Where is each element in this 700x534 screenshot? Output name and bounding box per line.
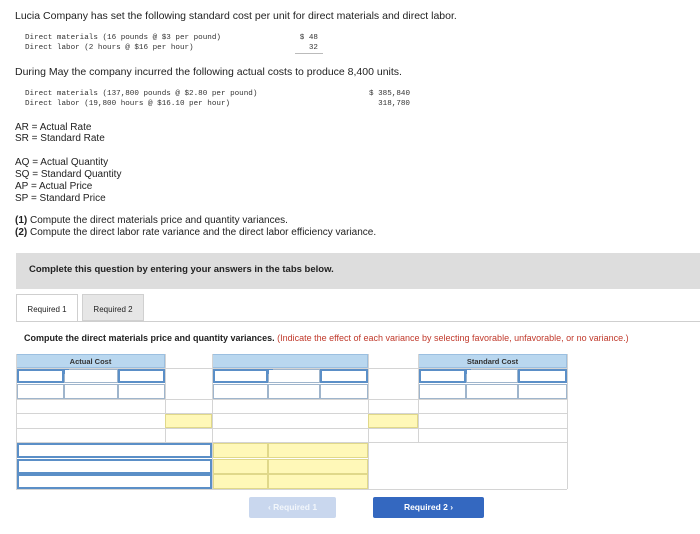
total-variance-label-select[interactable] [17, 474, 212, 489]
grid-line [16, 489, 567, 490]
middle-header-bar [212, 354, 368, 368]
instruction-main: Compute the direct materials price and quantity variances. [24, 333, 275, 343]
middle-total-input[interactable] [213, 384, 268, 399]
middle-total-input[interactable] [268, 384, 320, 399]
during-text: During May the company incurred the following actual costs to produce 8,400 units. [15, 66, 402, 78]
standard-total-input[interactable] [419, 384, 466, 399]
banner-text: Complete this question by entering your answers in the tabs below. [29, 264, 334, 275]
actual-op-select[interactable] [64, 369, 118, 383]
question-1-text: Compute the direct materials price and quantity variances. [27, 215, 288, 226]
standard-sq-input[interactable] [419, 369, 466, 383]
prev-button-label: ‹ Required 1 [267, 502, 318, 512]
standard-total-input[interactable] [518, 384, 567, 399]
actual-total-input[interactable] [118, 384, 165, 399]
def-ap: AP = Actual Price [15, 181, 93, 192]
middle-aq-input[interactable] [213, 369, 268, 383]
middle-sp-input[interactable] [320, 369, 368, 383]
actual-total-input[interactable] [17, 384, 64, 399]
dropdown-corner-icon [268, 369, 273, 374]
standard-total-rule [295, 53, 323, 54]
dropdown-corner-icon [320, 369, 325, 374]
def-aq: AQ = Actual Quantity [15, 157, 109, 168]
price-variance-effect-select[interactable] [268, 443, 368, 458]
instructions-banner [16, 253, 700, 289]
quantity-variance-amount-input[interactable] [213, 459, 268, 474]
standard-op-select[interactable] [466, 369, 518, 383]
intro-text: Lucia Company has set the following standard cost per unit for direct materials and direct labor. [15, 10, 457, 22]
price-variance-amount-input[interactable] [213, 443, 268, 458]
prev-required-1-button[interactable] [249, 497, 336, 518]
price-variance-input[interactable] [165, 414, 212, 428]
actual-ap-input[interactable] [118, 369, 165, 383]
grid-line [16, 399, 567, 400]
actual-cost-header: Actual Cost [69, 357, 112, 366]
instruction-note: (Indicate the effect of each variance by selecting favorable, unfavorable, or no variance.) [277, 333, 629, 343]
total-variance-effect-select[interactable] [268, 474, 368, 489]
quantity-variance-input[interactable] [368, 414, 418, 428]
actual-total-input[interactable] [64, 384, 118, 399]
standard-dm-label: Direct materials (16 pounds @ $3 per pound) [25, 34, 221, 42]
actual-dl-value: 318,780 [378, 100, 410, 108]
middle-op-select[interactable] [268, 369, 320, 383]
grid-line [567, 354, 568, 489]
actual-dm-label: Direct materials (137,800 pounds @ $2.80 per pound) [25, 90, 258, 98]
quantity-variance-label-select[interactable] [17, 459, 212, 474]
question-2 [15, 227, 376, 238]
question-2-text: Compute the direct labor rate variance and the direct labor efficiency variance. [27, 227, 377, 238]
actual-dl-label: Direct labor (19,800 hours @ $16.10 per hour) [25, 100, 231, 108]
standard-dl-value: 32 [308, 44, 318, 52]
def-sp: SP = Standard Price [15, 193, 106, 204]
tab-required-2[interactable] [82, 294, 144, 321]
grid-line [16, 428, 567, 429]
price-variance-label-select[interactable] [17, 443, 212, 458]
standard-sp-input[interactable] [518, 369, 567, 383]
quantity-variance-effect-select[interactable] [268, 459, 368, 474]
dropdown-corner-icon [518, 369, 523, 374]
def-sr: SR = Standard Rate [15, 133, 105, 144]
tab-panel-border [16, 321, 700, 322]
def-sq: SQ = Standard Quantity [15, 169, 122, 180]
question-2-number: (2) [15, 227, 28, 238]
grid-line [16, 413, 567, 414]
next-required-2-button[interactable] [373, 497, 484, 518]
tab-required-2-label: Required 2 [93, 305, 133, 314]
standard-dl-label: Direct labor (2 hours @ $16 per hour) [25, 44, 194, 52]
def-ar: AR = Actual Rate [15, 122, 92, 133]
question-1 [15, 215, 288, 226]
actual-aq-input[interactable] [17, 369, 64, 383]
dropdown-corner-icon [466, 369, 471, 374]
dropdown-corner-icon [118, 369, 123, 374]
standard-dm-value: $ 48 [299, 34, 318, 42]
tab-required-1[interactable] [16, 294, 78, 321]
grid-line [165, 354, 166, 442]
total-variance-amount-input[interactable] [213, 474, 268, 489]
actual-dm-value: $ 385,840 [368, 90, 410, 98]
next-button-label: Required 2 › [403, 502, 454, 512]
dropdown-corner-icon [64, 369, 69, 374]
middle-total-input[interactable] [320, 384, 368, 399]
question-1-number: (1) [15, 215, 28, 226]
standard-cost-header: Standard Cost [466, 357, 519, 366]
tab-required-1-label: Required 1 [27, 305, 67, 314]
standard-total-input[interactable] [466, 384, 518, 399]
instruction-text [24, 333, 629, 343]
